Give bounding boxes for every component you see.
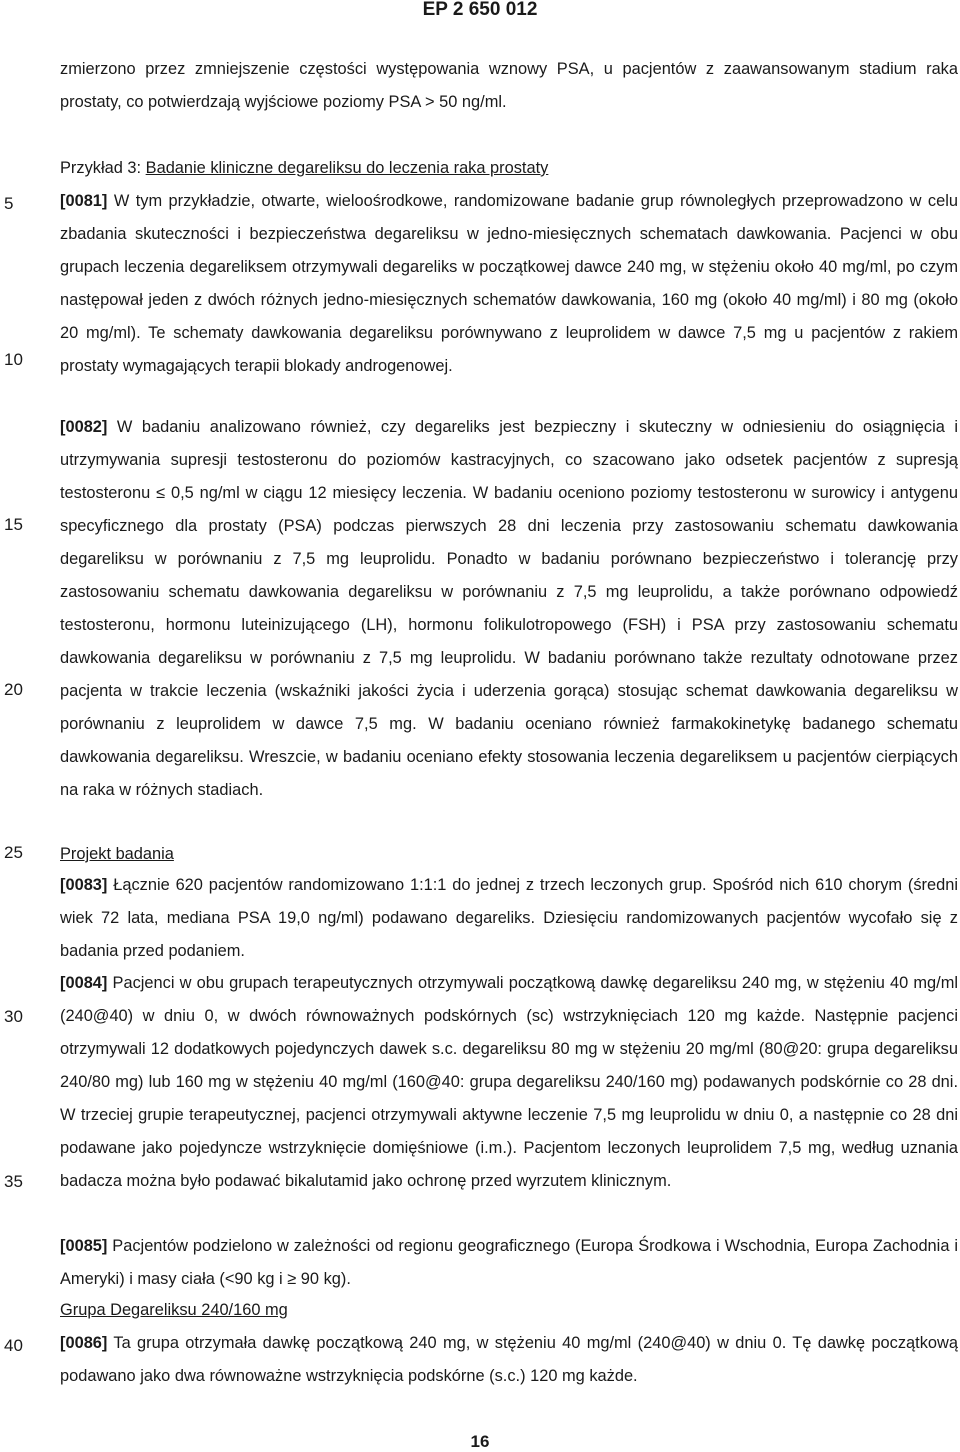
paragraph-number: [0081] [60,192,108,210]
paragraph-text: Pacjentów podzielono w zależności od regionu geograficznego (Europa Środkowa i Wschodnia, Europa Zachodnia i Ameryki) i masy ciała (<90 kg i ≥ 90 kg). [60,1237,958,1288]
line-number-15: 15 [4,515,23,534]
paragraph-0086 [60,1327,958,1393]
line-number-20: 20 [4,680,23,699]
example-3-title: Badanie kliniczne degareliksu do leczenia raka prostaty [145,159,549,177]
paragraph-0085 [60,1230,958,1296]
paragraph-text: Pacjenci w obu grupach terapeutycznych otrzymywali początkową dawkę degareliksu 240 mg, w stężeniu 40 mg/ml (240@40) w dniu 0, w dwóch równoważnych podskórnych (sc) wstrzyknięciach 120 mg każde. Następnie pacjenci otrzymywali 12 dodatkowych pojedynczych dawek s.c. degareliksu 80 mg w stężeniu 20 mg/ml (80@20: grupa degareliksu 240/80 mg) lub 160 mg w stężeniu 40 mg/ml (160@40: grupa degareliksu 240/160 mg) podawanych podskórnie co 28 dni. W trzeciej grupie terapeutycznej, pacjenci otrzymywali aktywne leczenie 7,5 mg leuprolidu w dniu 0, a następnie co 28 dni podawane jako pojedyncze wstrzyknięcie domięśniowe (i.m.). Pacjentom leczonych leuprolidem 7,5 mg, według uznania badacza można było podawać bikalutamid jako ochronę przed wyrzutem klinicznym. [60,974,958,1190]
example-3-heading [60,152,958,185]
paragraph-text: W tym przykładzie, otwarte, wieloośrodkowe, randomizowane badanie grup równoległych przeprowadzono w celu zbadania skuteczności i bezpieczeństwa degareliksu w jedno-miesięcznych schematach dawkowania. Pacjenci w obu grupach leczenia degareliksem otrzymywali degareliks w początkowej dawce 240 mg, w stężeniu około 40 mg/ml, po czym następował jeden z dwóch różnych jedno-miesięcznych schematów dawkowania, 160 mg (około 40 mg/ml) i 80 mg (około 20 mg/ml). Te schematy dawkowania degareliksu porównywano z leuprolidem w dawce 7,5 mg u pacjentów z rakiem prostaty wymagających terapii blokady androgenowej. [60,192,958,375]
paragraph-continuation: zmierzono przez zmniejszenie częstości występowania wznowy PSA, u pacjentów z zaawansowanym stadium raka prostaty, co potwierdzają wyjściowe poziomy PSA > 50 ng/ml. [60,60,958,111]
page-number: 16 [470,1432,490,1451]
line-number-30: 30 [4,1007,23,1026]
paragraph-number: [0085] [60,1237,108,1255]
paragraph-number: [0086] [60,1334,108,1352]
paragraph-text: Ta grupa otrzymała dawkę początkową 240 mg, w stężeniu 40 mg/ml (240@40) w dniu 0. Tę dawkę początkową podawano jako dwa równoważne wstrzyknięcia podskórne (s.c.) 120 mg każde. [60,1334,958,1385]
paragraph-number: [0082] [60,418,108,436]
paragraph-0084 [60,967,958,1198]
paragraph-0081 [60,185,958,383]
line-number-10: 10 [4,350,23,369]
line-number-40: 40 [4,1336,23,1355]
line-number-5: 5 [4,194,14,213]
paragraph-0083 [60,869,958,968]
study-design-heading: Projekt badania [60,845,174,863]
group-heading: Grupa Degareliksu 240/160 mg [60,1301,288,1319]
paragraph-number: [0083] [60,876,108,894]
paragraph-0082 [60,411,958,807]
example-3-prefix: Przykład 3: [60,159,146,177]
paragraph-text: W badaniu analizowano również, czy degareliks jest bezpieczny i skuteczny w odniesieniu do osiągnięcia i utrzymywania supresji testosteronu do poziomów kastracyjnych, co szacowano jako odsetek pacjentów z supresją testosteronu ≤ 0,5 ng/ml w ciągu 12 miesięcy leczenia. W badaniu oceniono poziomy testosteronu w surowicy i antygenu specyficznego dla prostaty (PSA) podczas pierwszych 28 dni leczenia przy zastosowaniu schematu dawkowania degareliksu w porównaniu z 7,5 mg leuprolidu. Ponadto w badaniu porównano bezpieczeństwo i tolerancję przy zastosowaniu schematu dawkowania degareliksu w porównaniu z 7,5 mg leuprolidu, a także porównano odpowiedź testosteronu, hormonu luteinizującego (LH), hormonu folikulotropowego (FSH) i PSA przy zastosowaniu schematu dawkowania degareliksu w porównaniu z 7,5 mg leuprolidu. W badaniu porównano także rezultaty odnotowane przez pacjenta w trakcie leczenia (wskaźniki jakości życia i uderzenia gorąca) stosując schemat dawkowania degareliksu w porównaniu z leuprolidem w dawce 7,5 mg. W badaniu oceniano również farmakokinetykę badanego schematu dawkowania degareliksu. Wreszcie, w badaniu oceniano efekty stosowania leczenia degareliksem u pacjentów cierpiących na raka w różnych stadiach. [60,418,958,799]
patent-number-header: EP 2 650 012 [422,0,538,20]
line-number-35: 35 [4,1172,23,1191]
paragraph-text: Łącznie 620 pacjentów randomizowano 1:1:1 do jednej z trzech leczonych grup. Spośród nich 610 chorym (średni wiek 72 lata, mediana PSA 19,0 ng/ml) podawano degareliks. Dziesięciu randomizowanych pacjentów wycofało się z badania przed podaniem. [60,876,958,960]
paragraph-number: [0084] [60,974,108,992]
line-number-25: 25 [4,843,23,862]
